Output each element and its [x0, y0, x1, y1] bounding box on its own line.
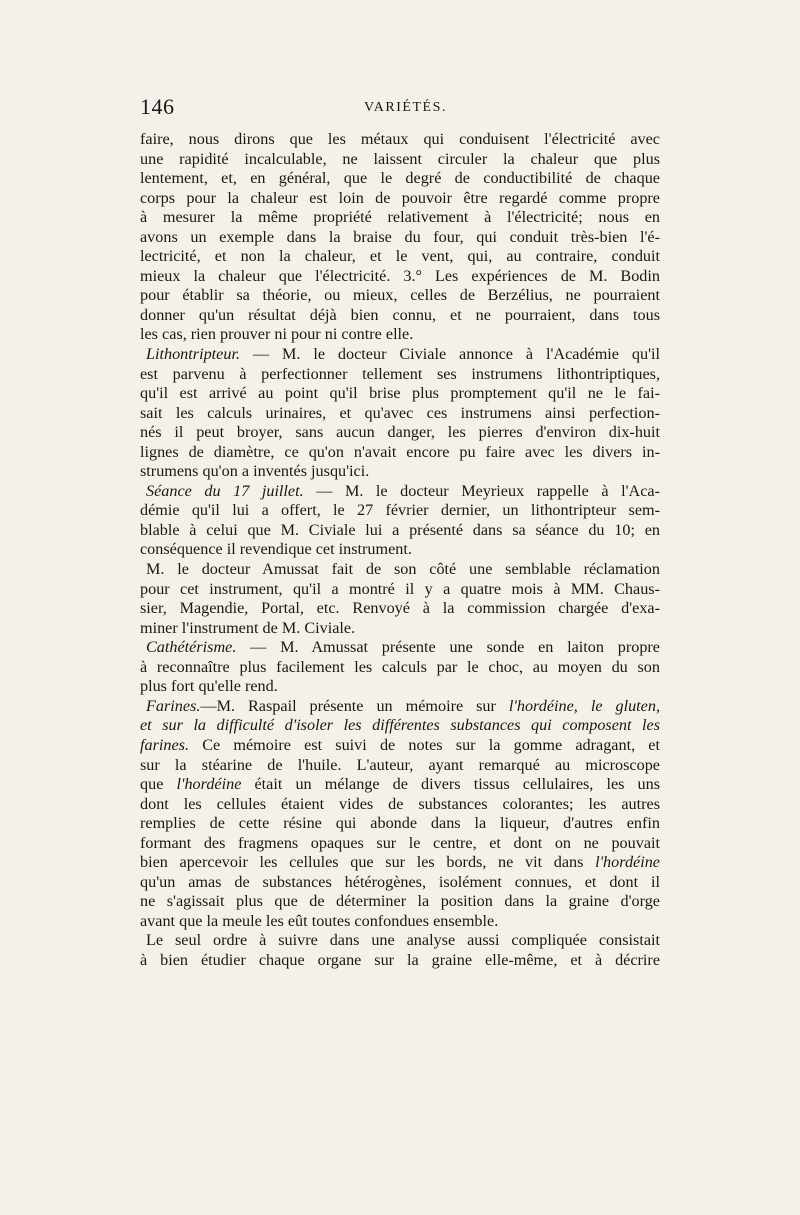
text-line	[140, 853, 660, 873]
text-line: pour cet instrument, qu'il a montré il y a quatre mois à MM. Chaus-	[140, 579, 660, 598]
text-line: faire, nous dirons que les métaux qui conduisent l'électricité avec	[140, 130, 660, 148]
text-line: strumens qu'on a inventés jusqu'ici.	[140, 462, 370, 481]
text-line: lectricité, et non la chaleur, et le vent, qui, au contraire, conduit	[140, 247, 660, 266]
text-line: corps pour la chaleur est loin de pouvoir être regardé comme propre	[140, 188, 660, 207]
text-line: Le seul ordre à suivre dans une analyse aussi compliquée consistait	[146, 931, 660, 950]
text-line: ne s'agissait plus que de déterminer la position dans la graine d'orge	[140, 892, 660, 911]
text-line: nés il peut broyer, sans aucun danger, les pierres d'environ dix-huit	[140, 423, 660, 442]
text-line: qu'il est arrivé au point qu'il brise plus promptement qu'il ne le fai-	[140, 384, 660, 403]
text-line: à reconnaître plus facilement les calculs par le choc, au moyen du son	[140, 657, 660, 676]
section-heading-lithontripteur: Lithontripteur.	[146, 345, 240, 364]
section-heading-catheterisme: Cathétérisme.	[146, 638, 237, 657]
text-line: mieux la chaleur que l'électricité. 3.° Les expériences de M. Bodin	[140, 266, 660, 285]
text-line: pour établir sa théorie, ou mieux, celles de Berzélius, ne pourraient	[140, 286, 660, 305]
text-segment-italic: farines.	[140, 735, 190, 754]
text-line: à mesurer la même propriété relativement à l'électricité; nous en	[140, 208, 660, 227]
text-line: qu'un amas de substances hétérogènes, isolément connues, et dont il	[140, 872, 660, 891]
text-line: lentement, et, en général, que le degré de conductibilité de chaque	[140, 169, 660, 188]
text-line: dont les cellules étaient vides de substances colorantes; les autres	[140, 794, 660, 813]
text-line	[140, 775, 660, 795]
text-line: sier, Magendie, Portal, etc. Renvoyé à la commission chargée d'exa-	[140, 599, 660, 618]
text-segment: bien apercevoir les cellules que sur les bords, ne vit dans	[140, 853, 596, 872]
text-segment: — M. le docteur Civiale annonce à l'Académie qu'il	[240, 345, 660, 364]
text-line: formant des fragmens opaques sur le centre, et dont on ne pouvait	[140, 833, 660, 852]
text-segment-italic: l'hordéine	[508, 696, 574, 715]
text-segment: — M. le docteur Meyrieux rappelle à l'Aca-	[303, 481, 660, 500]
paragraph-seance	[140, 482, 660, 502]
text-line: démie qu'il lui a offert, le 27 février dernier, un lithontripteur sem-	[140, 501, 660, 520]
text-line: M. le docteur Amussat fait de son côté une semblable réclamation	[146, 560, 660, 579]
text-line	[140, 736, 660, 756]
text-line: plus fort qu'elle rend.	[140, 677, 278, 696]
text-line	[140, 716, 660, 736]
running-head: VARIÉTÉS.	[364, 100, 447, 115]
body-text	[140, 130, 660, 971]
text-segment-italic: et sur la difficulté d'isoler les différentes substances qui composent les	[140, 716, 660, 735]
text-line: donner qu'un résultat déjà bien connu, et ne pourraient, dans tous	[140, 305, 660, 324]
paragraph-farines	[140, 697, 660, 717]
text-line: à bien étudier chaque organe sur la graine elle-même, et à décrire	[140, 950, 660, 969]
text-segment: ,	[573, 696, 591, 715]
text-segment: — M. Amussat présente une sonde en laiton propre	[236, 638, 660, 657]
paragraph-catheterisme	[140, 638, 660, 658]
text-line: les cas, rien prouver ni pour ni contre elle.	[140, 325, 414, 344]
section-heading-farines: Farines.	[146, 696, 201, 715]
text-line: remplies de cette résine qui abonde dans la liqueur, d'autres enfin	[140, 814, 660, 833]
text-segment: —M. Raspail présente un mémoire sur	[200, 696, 509, 715]
text-segment: que	[140, 775, 177, 794]
text-segment-italic: l'hordéine	[176, 775, 242, 794]
text-line: est parvenu à perfectionner tellement ses instrumens lithontriptiques,	[140, 364, 660, 383]
text-segment-italic: l'hordéine	[595, 853, 660, 872]
text-segment: était un mélange de divers tissus cellulaires, les uns	[241, 775, 660, 794]
text-line: lignes de diamètre, ce qu'on n'avait encore pu faire avec les divers in-	[140, 442, 660, 461]
text-line: miner l'instrument de M. Civiale.	[140, 618, 356, 637]
text-line: sur la stéarine de l'huile. L'auteur, ayant remarqué au microscope	[140, 755, 660, 774]
text-line: avant que la meule les eût toutes confondues ensemble.	[140, 911, 499, 930]
text-segment-italic: le gluten,	[590, 696, 660, 715]
text-line: avons un exemple dans la braise du four, qui conduit très-bien l'é-	[140, 227, 660, 246]
text-line: une rapidité incalculable, ne laissent circuler la chaleur que plus	[140, 149, 660, 168]
page-number: 146	[140, 94, 175, 119]
text-line: sait les calculs urinaires, et qu'avec ces instrumens ainsi perfection-	[140, 403, 660, 422]
paragraph-lithontripteur	[140, 345, 660, 365]
section-heading-seance: Séance du 17 juillet.	[146, 481, 304, 500]
page-header	[140, 94, 660, 124]
text-segment: Ce mémoire est suivi de notes sur la gomme adragant, et	[189, 735, 660, 754]
text-line: blable à celui que M. Civiale lui a présenté dans sa séance du 10; en	[140, 520, 660, 539]
text-line: conséquence il revendique cet instrument.	[140, 540, 412, 559]
